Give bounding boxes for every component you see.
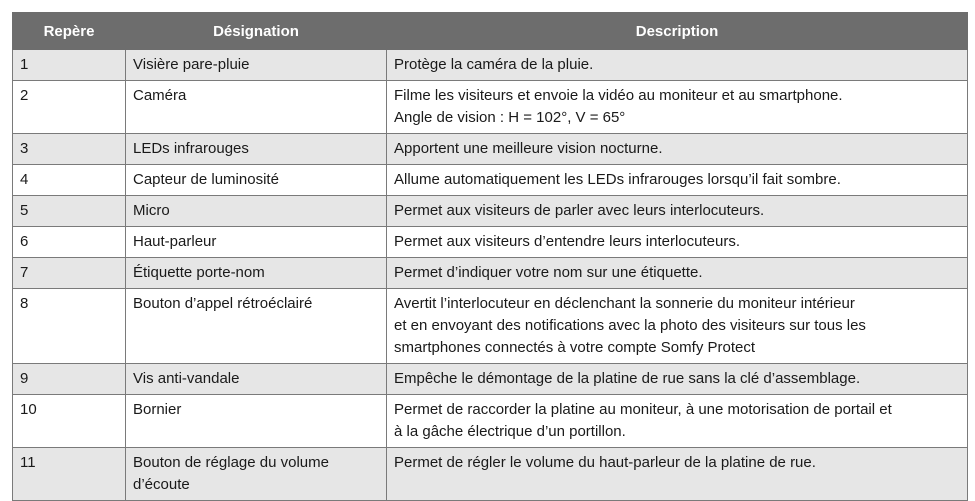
cell-description <box>387 81 968 134</box>
cell-repere: 1 <box>13 50 126 81</box>
description-line: et en envoyant des notifications avec la photo des visiteurs sur tous les <box>394 317 866 334</box>
designation-line: Capteur de luminosité <box>133 171 279 188</box>
cell-repere: 11 <box>13 448 126 501</box>
cell-designation <box>126 289 387 364</box>
components-table <box>12 12 968 501</box>
description-line: Permet de raccorder la platine au moniteur, à une motorisation de portail et <box>394 401 892 418</box>
description-line: Permet de régler le volume du haut-parleur de la platine de rue. <box>394 454 816 471</box>
cell-description <box>387 227 968 258</box>
table-row <box>13 289 968 364</box>
cell-repere: 3 <box>13 134 126 165</box>
cell-repere: 7 <box>13 258 126 289</box>
designation-line: Bouton d’appel rétroéclairé <box>133 295 313 312</box>
header-repere: Repère <box>13 13 126 50</box>
components-table-container <box>12 12 967 501</box>
designation-line: Vis anti-vandale <box>133 370 240 387</box>
description-line: Permet d’indiquer votre nom sur une étiquette. <box>394 264 703 281</box>
description-line: Filme les visiteurs et envoie la vidéo au moniteur et au smartphone. <box>394 87 843 104</box>
description-line: Permet aux visiteurs d’entendre leurs interlocuteurs. <box>394 233 740 250</box>
table-row <box>13 227 968 258</box>
cell-description <box>387 395 968 448</box>
cell-description <box>387 258 968 289</box>
header-designation: Désignation <box>126 13 387 50</box>
cell-designation <box>126 258 387 289</box>
cell-designation <box>126 448 387 501</box>
cell-description <box>387 364 968 395</box>
description-line: Allume automatiquement les LEDs infrarouges lorsqu’il fait sombre. <box>394 171 841 188</box>
designation-line: Bornier <box>133 401 182 418</box>
table-row <box>13 50 968 81</box>
description-line: Empêche le démontage de la platine de rue sans la clé d’assemblage. <box>394 370 861 387</box>
designation-line: Visière pare-pluie <box>133 56 250 73</box>
designation-line: Bouton de réglage du volume <box>133 454 329 471</box>
designation-line: LEDs infrarouges <box>133 140 249 157</box>
cell-designation <box>126 364 387 395</box>
description-line: Apportent une meilleure vision nocturne. <box>394 140 663 157</box>
cell-repere: 6 <box>13 227 126 258</box>
table-row <box>13 81 968 134</box>
cell-description <box>387 448 968 501</box>
cell-repere: 9 <box>13 364 126 395</box>
table-row <box>13 196 968 227</box>
cell-designation <box>126 196 387 227</box>
cell-designation <box>126 134 387 165</box>
designation-line: Micro <box>133 202 170 219</box>
cell-repere: 4 <box>13 165 126 196</box>
cell-repere: 2 <box>13 81 126 134</box>
description-line: à la gâche électrique d’un portillon. <box>394 423 626 440</box>
table-row <box>13 395 968 448</box>
cell-repere: 8 <box>13 289 126 364</box>
cell-repere: 10 <box>13 395 126 448</box>
table-row <box>13 448 968 501</box>
cell-designation <box>126 81 387 134</box>
designation-line: Caméra <box>133 87 187 104</box>
description-line: Angle de vision : H = 102°, V = 65° <box>394 109 626 126</box>
cell-description <box>387 165 968 196</box>
designation-line: d’écoute <box>133 476 190 493</box>
cell-description <box>387 289 968 364</box>
cell-designation <box>126 50 387 81</box>
cell-repere: 5 <box>13 196 126 227</box>
description-line: Permet aux visiteurs de parler avec leurs interlocuteurs. <box>394 202 765 219</box>
header-description: Description <box>387 13 968 50</box>
description-line: Protège la caméra de la pluie. <box>394 56 594 73</box>
cell-designation <box>126 165 387 196</box>
cell-description <box>387 196 968 227</box>
table-body <box>13 50 968 501</box>
table-row <box>13 165 968 196</box>
table-row <box>13 258 968 289</box>
table-row <box>13 134 968 165</box>
table-header-row <box>13 13 968 50</box>
designation-line: Haut-parleur <box>133 233 217 250</box>
description-line: Avertit l’interlocuteur en déclenchant la sonnerie du moniteur intérieur <box>394 295 855 312</box>
cell-designation <box>126 227 387 258</box>
designation-line: Étiquette porte-nom <box>133 264 265 281</box>
cell-designation <box>126 395 387 448</box>
description-line: smartphones connectés à votre compte Somfy Protect <box>394 339 756 356</box>
table-row <box>13 364 968 395</box>
cell-description <box>387 50 968 81</box>
cell-description <box>387 134 968 165</box>
